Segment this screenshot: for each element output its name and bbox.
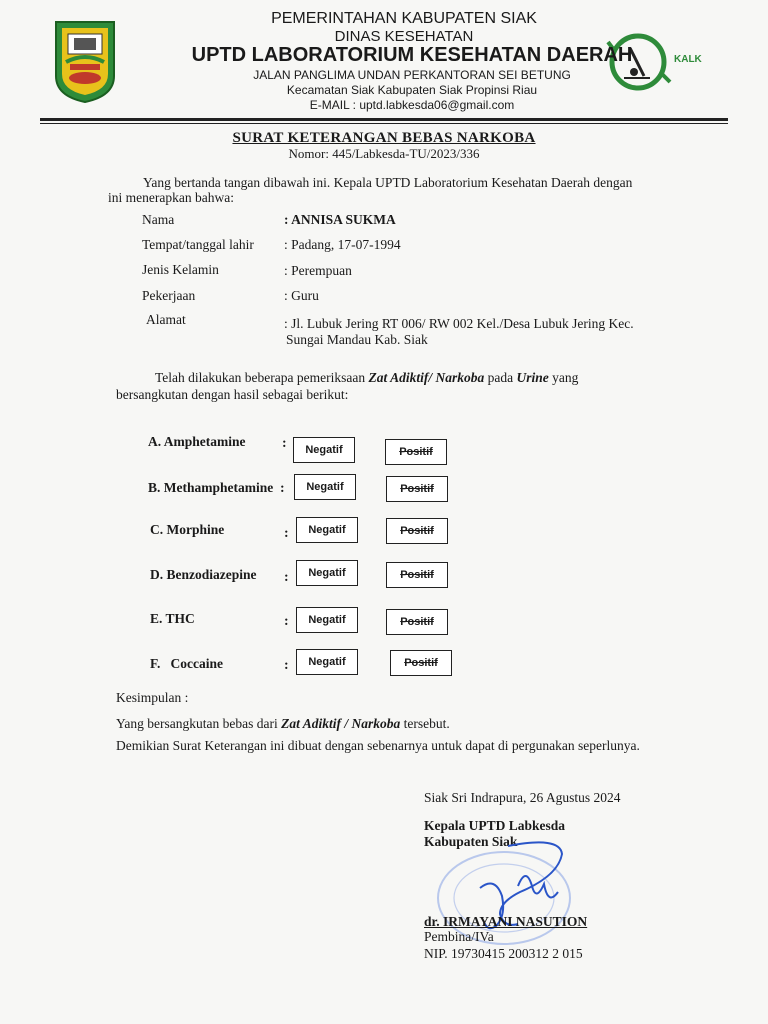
result-negatif-box (296, 517, 358, 543)
signer-position-2: Kabupaten Siak (424, 834, 518, 849)
closing-statement: Demikian Surat Keterangan ini dibuat dengan sebenarnya untuk dapat di pergunakan seperlunya. (116, 738, 640, 753)
signer-name: dr. IRMAYANI NASUTION (424, 914, 588, 929)
identity-value-address-2: Sungai Mandau Kab. Siak (286, 332, 428, 347)
exam-sentence-2: bersangkutan dengan hasil sebagai berikut: (116, 387, 349, 402)
exam-text-3: yang (548, 370, 579, 385)
signer-rank: Pembina/IVa (424, 929, 494, 944)
test-colon: : (282, 436, 287, 451)
identity-label-birth: Tempat/tanggal lahir (142, 237, 254, 252)
signer-position-1: Kepala UPTD Labkesda (424, 818, 566, 833)
header-divider (40, 118, 728, 121)
institution-name: UPTD LABORATORIUM KESEHATAN DAERAH (191, 44, 633, 66)
result-negatif-box (296, 649, 358, 675)
result-positif-label: Positif (400, 483, 434, 495)
intro-line-2: ini menerapkan bahwa: (108, 190, 234, 205)
letter-title: SURAT KETERANGAN BEBAS NARKOBA (232, 130, 536, 146)
result-positif-label: Positif (399, 446, 433, 458)
test-label-thc: E. THC (150, 611, 195, 626)
district-line: Kecamatan Siak Kabupaten Siak Propinsi Riau (286, 83, 538, 97)
identity-value-address: : Jl. Lubuk Jering RT 006/ RW 002 Kel./Desa Lubuk Jering Kec. (284, 316, 634, 331)
result-negatif-label: Negatif (308, 567, 346, 579)
department-name: DINAS KESEHATAN (334, 28, 474, 45)
result-positif-box (385, 439, 447, 465)
test-colon: : (280, 481, 285, 496)
letter-number: Nomor: 445/Labkesda-TU/2023/336 (288, 146, 480, 161)
result-positif-label: Positif (400, 616, 434, 628)
identity-value-job: : Guru (284, 288, 319, 303)
identity-label-name: Nama (142, 212, 175, 227)
identity-value-birth: : Padang, 17-07-1994 (284, 237, 401, 252)
test-colon: : (284, 526, 289, 541)
place-date: Siak Sri Indrapura, 26 Agustus 2024 (424, 790, 621, 805)
svg-text:KALK: KALK (674, 54, 702, 65)
result-negatif-box (293, 437, 355, 463)
result-positif-box (390, 650, 452, 676)
signer-nip: NIP. 19730415 200312 2 015 (424, 946, 583, 961)
result-negatif-label: Negatif (305, 444, 343, 456)
identity-label-address: Alamat (146, 312, 186, 327)
exam-text-1: Telah dilakukan beberapa pemeriksaan (155, 370, 369, 385)
identity-value-name: : ANNISA SUKMA (284, 212, 396, 227)
result-positif-box (386, 609, 448, 635)
test-label-morphine: C. Morphine (150, 522, 225, 537)
government-name: PEMERINTAHAN KABUPATEN SIAK (271, 10, 537, 27)
result-negatif-box (296, 560, 358, 586)
identity-value-gender: : Perempuan (284, 263, 352, 278)
conclusion-text-1: Yang bersangkutan bebas dari (116, 716, 282, 731)
result-negatif-label: Negatif (308, 614, 346, 626)
result-negatif-label: Negatif (308, 656, 346, 668)
result-positif-label: Positif (400, 525, 434, 537)
conclusion-statement (116, 716, 450, 732)
result-negatif-label: Negatif (306, 481, 344, 493)
result-positif-box (386, 518, 448, 544)
exam-text-2: pada (484, 370, 517, 385)
exam-sentence (155, 370, 578, 386)
result-positif-label: Positif (400, 569, 434, 581)
conclusion-heading: Kesimpulan : (116, 690, 189, 705)
test-colon: : (284, 570, 289, 585)
email-line: E-MAIL : uptd.labkesda06@gmail.com (309, 98, 515, 112)
test-colon: : (284, 614, 289, 629)
conclusion-emphasis: Zat Adiktif / Narkoba (281, 716, 401, 731)
test-label-methamphetamine: B. Methamphetamine (148, 480, 274, 495)
result-negatif-label: Negatif (308, 524, 346, 536)
identity-label-gender: Jenis Kelamin (142, 262, 219, 277)
result-negatif-box (296, 607, 358, 633)
test-colon: : (284, 658, 289, 673)
exam-emphasis-sample: Urine (516, 370, 549, 385)
test-label-amphetamine: A. Amphetamine (148, 434, 246, 449)
identity-label-job: Pekerjaan (142, 288, 196, 303)
address-line: JALAN PANGLIMA UNDAN PERKANTORAN SEI BETUNG (253, 68, 571, 82)
exam-emphasis-substance: Zat Adiktif/ Narkoba (368, 370, 485, 385)
conclusion-text-2: tersebut. (400, 716, 450, 731)
test-label-benzodiazepine: D. Benzodiazepine (150, 567, 257, 582)
result-positif-box (386, 476, 448, 502)
intro-line-1: Yang bertanda tangan dibawah ini. Kepala UPTD Laboratorium Kesehatan Daerah dengan (143, 175, 633, 190)
test-label-cocaine: F. Coccaine (150, 656, 223, 671)
result-positif-box (386, 562, 448, 588)
header-divider-thin (40, 123, 728, 124)
result-positif-label: Positif (404, 657, 438, 669)
result-negatif-box (294, 474, 356, 500)
